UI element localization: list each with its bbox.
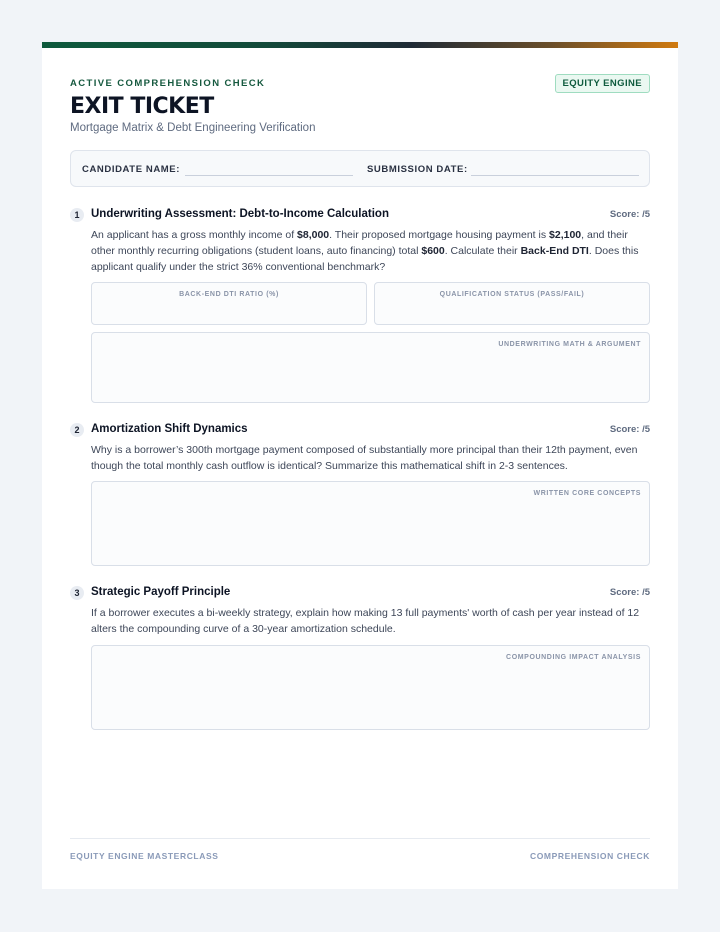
candidate-name-field[interactable] xyxy=(185,175,353,176)
footer-left: EQUITY ENGINE MASTERCLASS xyxy=(70,851,219,861)
body-text: . Calculate their xyxy=(444,245,521,257)
question-number: 3 xyxy=(70,586,84,600)
accent-bar xyxy=(42,42,678,48)
underwriting-math-answer-box[interactable] xyxy=(91,332,650,403)
dti-ratio-answer-box[interactable] xyxy=(91,282,367,325)
compounding-analysis-answer-box[interactable] xyxy=(91,645,650,730)
question-number: 1 xyxy=(70,208,84,222)
body-text: An applicant has a gross monthly income of xyxy=(91,229,298,241)
emphasis-text: $600 xyxy=(421,245,445,257)
submission-date-label: SUBMISSION DATE: xyxy=(367,164,468,175)
question-title: Underwriting Assessment: Debt-to-Income Calculation xyxy=(91,208,389,220)
body-text: Why is a borrower’s 300th mortgage payment composed of substantially more principal than their 12th payment, even though the total monthly cash outflow is identical? Summarize this mathematical shift in 2-3 sentences. xyxy=(91,444,638,472)
answer-caption: WRITTEN CORE CONCEPTS xyxy=(533,490,641,497)
question-score: Score: /5 xyxy=(609,209,650,220)
question-score: Score: /5 xyxy=(609,587,650,598)
emphasis-text: $2,100 xyxy=(549,229,582,241)
question-body xyxy=(91,442,643,474)
question-body xyxy=(91,227,643,275)
body-text: . Does this applicant qualify under the strict 36% conventional benchmark? xyxy=(91,245,639,273)
body-text: . Their proposed mortgage housing payment is xyxy=(329,229,550,241)
emphasis-text: Back-End DTI xyxy=(520,245,589,257)
question-score: Score: /5 xyxy=(609,424,650,435)
candidate-name-label: CANDIDATE NAME: xyxy=(82,164,181,175)
candidate-info-box xyxy=(70,150,650,187)
brand-badge: EQUITY ENGINE xyxy=(555,74,650,93)
page-title: EXIT TICKET xyxy=(70,94,214,119)
submission-date-field[interactable] xyxy=(471,175,639,176)
body-text: If a borrower executes a bi-weekly strategy, explain how making 13 full payments' worth of cash per year instead of 12 alters the compounding curve of a 30-year amortization schedule. xyxy=(91,607,640,635)
qualification-status-answer-box[interactable] xyxy=(374,282,650,325)
answer-caption: UNDERWRITING MATH & ARGUMENT xyxy=(498,341,641,348)
answer-caption: COMPOUNDING IMPACT ANALYSIS xyxy=(506,654,641,661)
question-body xyxy=(91,605,643,637)
question-number: 2 xyxy=(70,423,84,437)
eyebrow-label: ACTIVE COMPREHENSION CHECK xyxy=(70,78,266,89)
answer-caption: QUALIFICATION STATUS (PASS/FAIL) xyxy=(439,291,585,298)
page-subtitle: Mortgage Matrix & Debt Engineering Verification xyxy=(70,122,316,134)
footer-right: COMPREHENSION CHECK xyxy=(529,851,650,861)
answer-caption: BACK-END DTI RATIO (%) xyxy=(179,291,279,298)
core-concepts-answer-box[interactable] xyxy=(91,481,650,566)
emphasis-text: $8,000 xyxy=(297,229,330,241)
worksheet-page xyxy=(42,42,678,889)
footer-divider xyxy=(70,838,650,839)
question-title: Amortization Shift Dynamics xyxy=(91,423,248,435)
body-text: , and their other monthly recurring obligations (student loans, auto financing) total xyxy=(91,229,628,257)
question-title: Strategic Payoff Principle xyxy=(91,586,231,598)
